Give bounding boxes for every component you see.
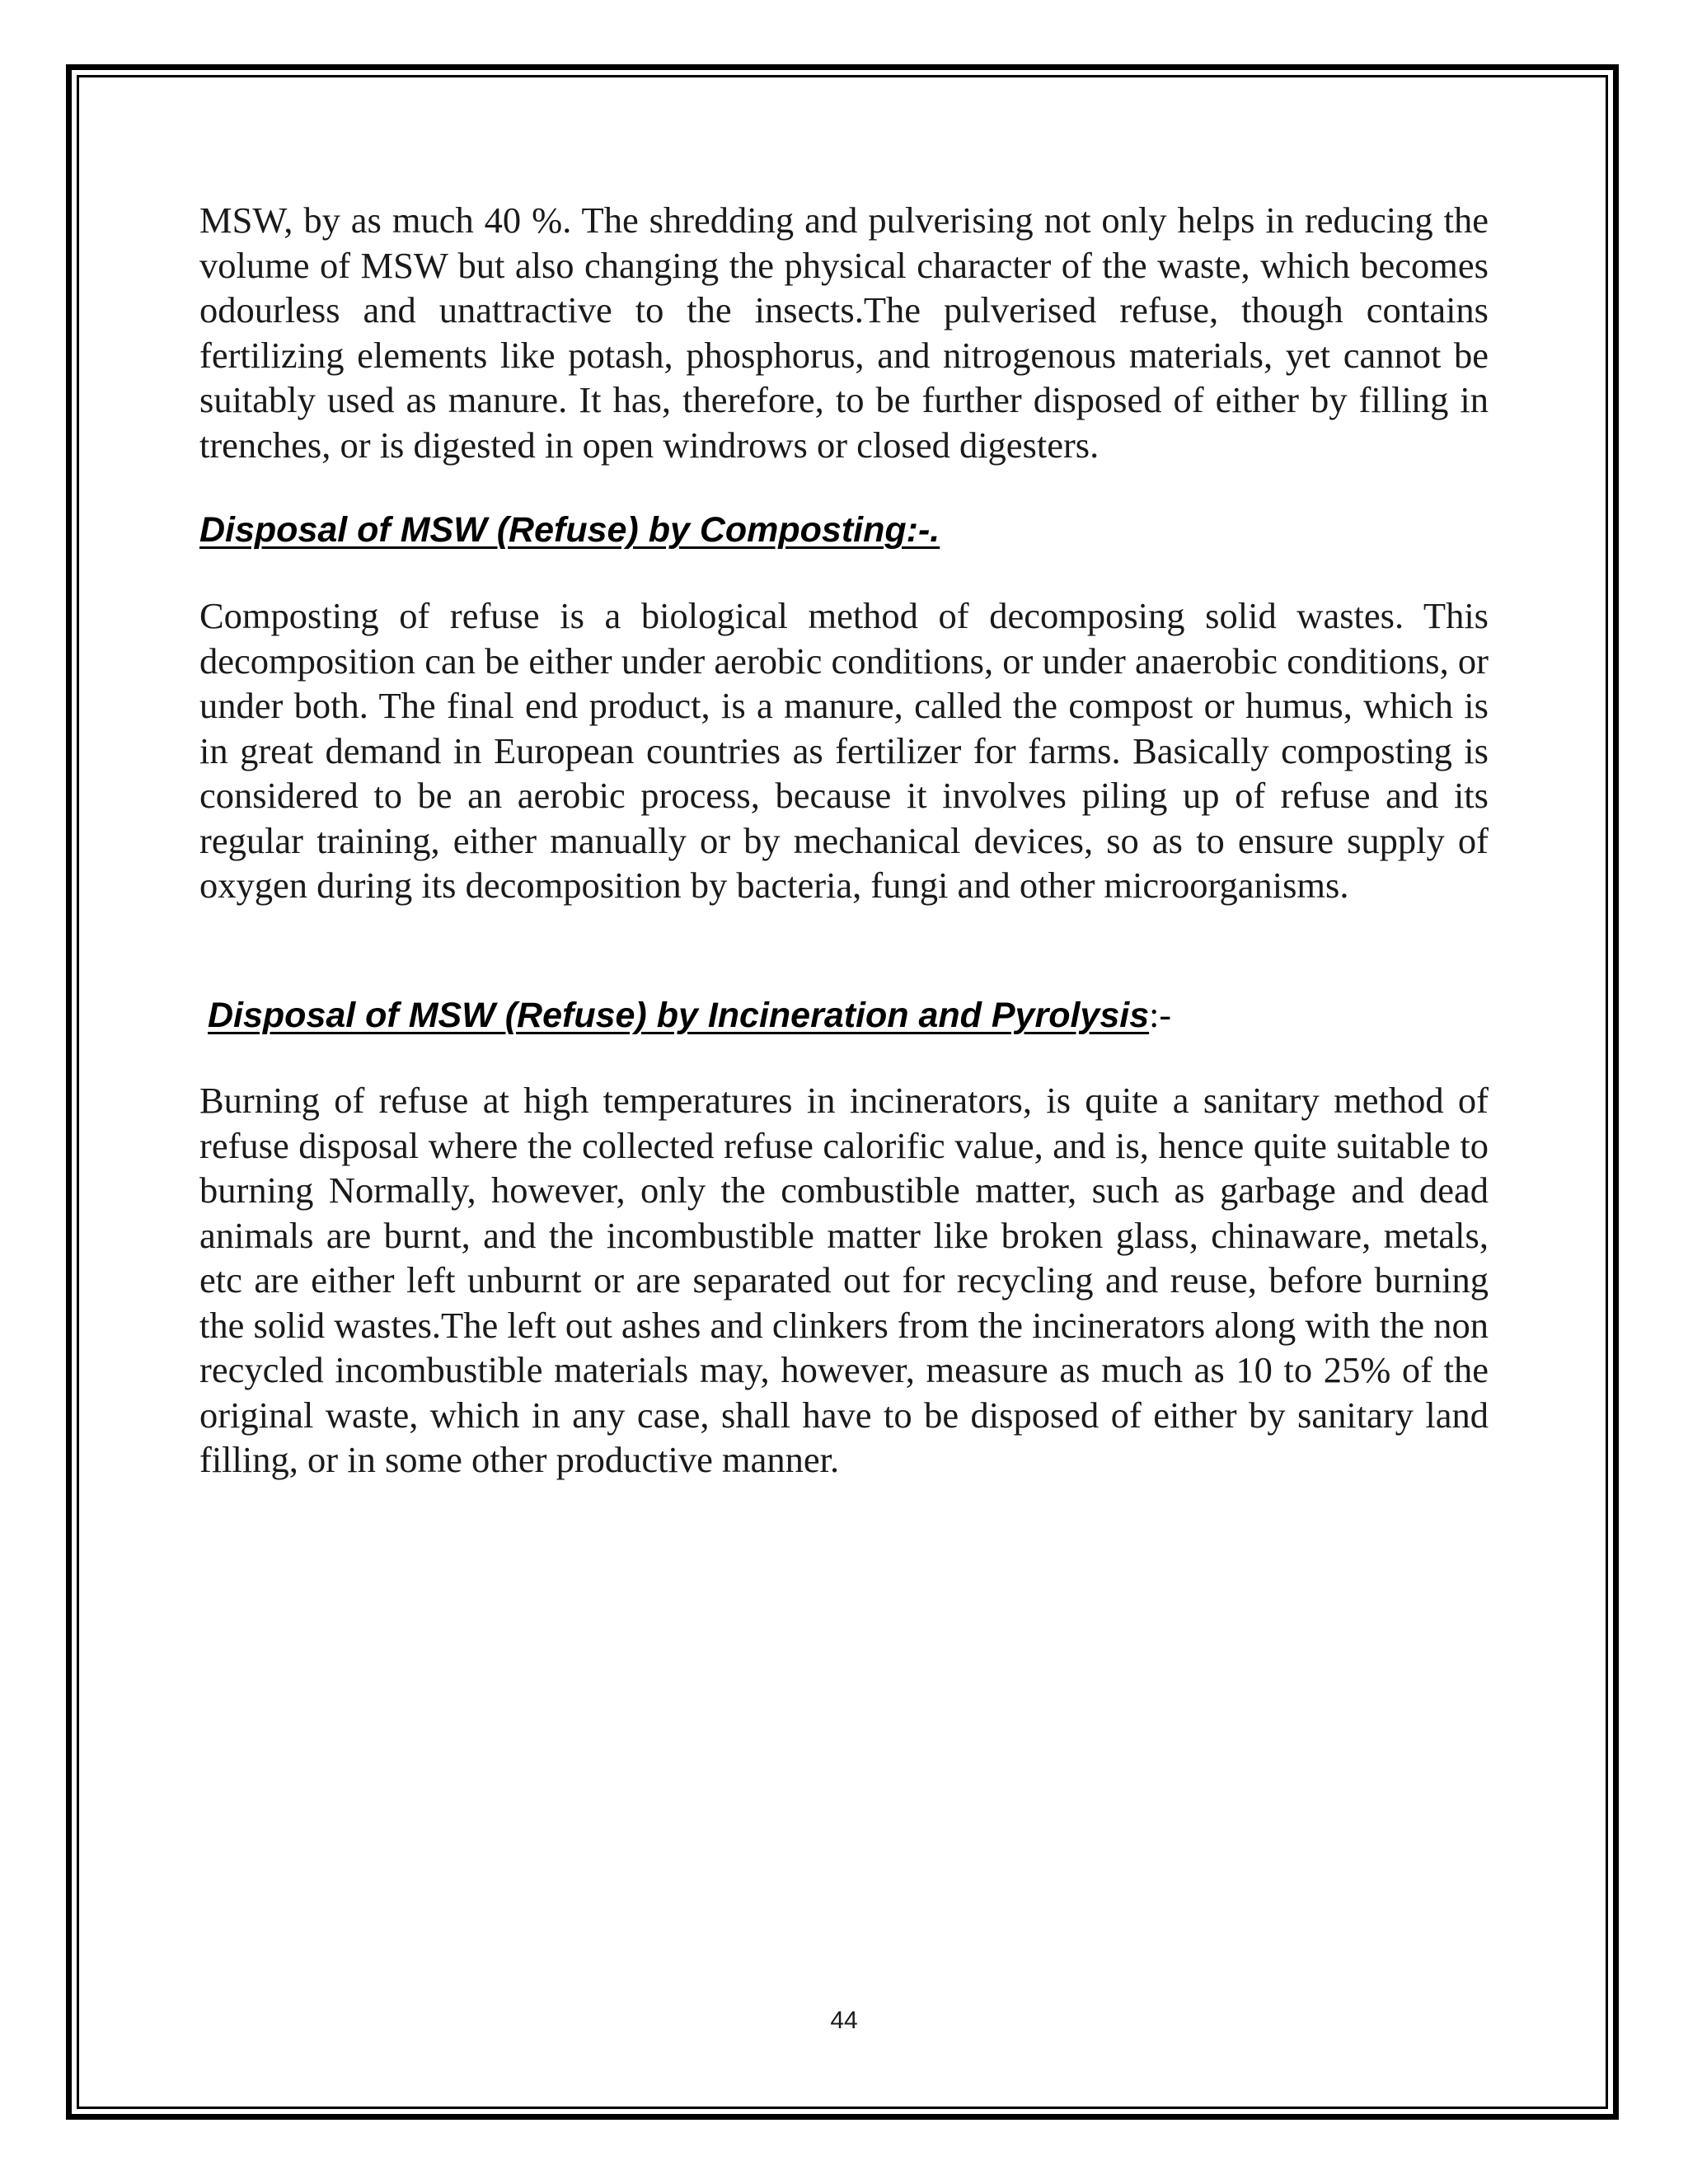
heading-incineration-text: Disposal of MSW (Refuse) by Incineration and Pyrolysis [208,996,1150,1035]
paragraph-msw-shredding: MSW, by as much 40 %. The shredding and pulverising not only helps in reducing the volume of MSW but also changing the physical character of the waste, which becomes odourless and unattractive to the insects.The pulverised refuse, though contains fertilizing elements like potash, phosphorus, and nitrogenous materials, yet cannot be suitably used as manure. It has, therefore, to be further disposed of either by filling in trenches, or is digested in open windrows or closed digesters. [199,199,1489,466]
heading-composting [199,508,940,552]
paragraph-composting: Composting of refuse is a biological method of decomposing solid wastes. This decomposition can be either under aerobic conditions, or under anaerobic conditions, or under both. The final end product, is a manure, called the compost or humus, which is in great demand in European countries as fertilizer for farms. Basically composting is considered to be an aerobic process, because it involves piling up of refuse and its regular training, either manually or by mechanical devices, so as to ensure supply of oxygen during its decomposition by bacteria, fungi and other microorganisms. [199,595,1489,906]
heading-composting-text: Disposal of MSW (Refuse) by Composting:-. [199,510,940,550]
heading-incineration [208,993,1171,1038]
paragraph-incineration: Burning of refuse at high temperatures in incinerators, is quite a sanitary method of refuse disposal where the collected refuse calorific value, and is, hence quite suitable to burning Normally, however, only the combustible matter, such as garbage and dead animals are burnt, and the incombustible matter like broken glass, chinaware, metals, etc are either left unburnt or are separated out for recycling and reuse, before burning the solid wastes.The left out ashes and clinkers from the incinerators along with the non recycled incombustible materials may, however, measure as much as 10 to 25% of the original waste, which in any case, shall have to be disposed of either by sanitary land filling, or in some other productive manner. [199,1080,1489,1480]
heading-incineration-tail: :- [1149,995,1171,1035]
page-number: 44 [830,2007,858,2034]
